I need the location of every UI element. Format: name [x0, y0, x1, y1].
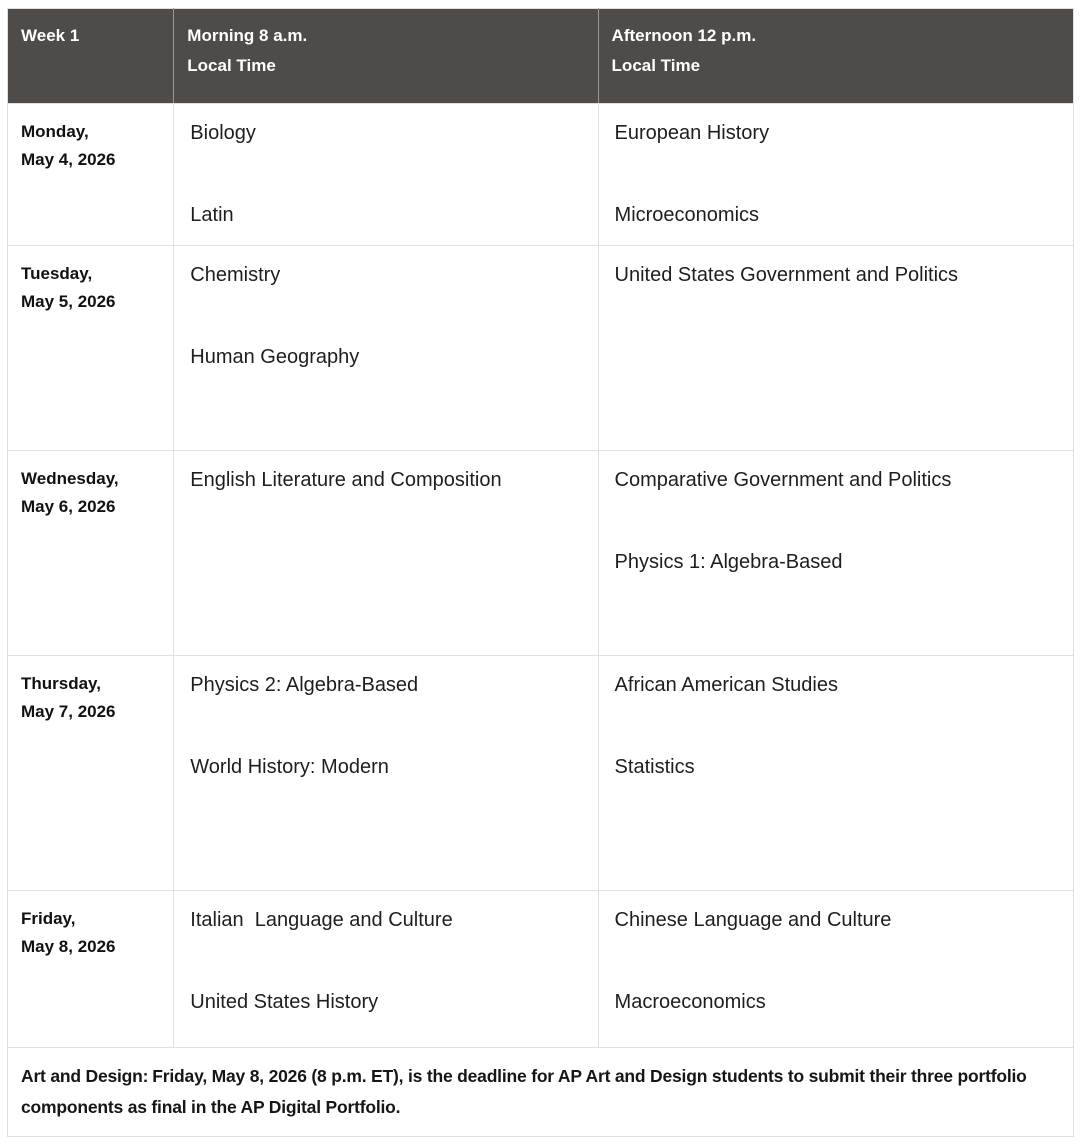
exam-schedule-table [7, 8, 1074, 1137]
morning-header-line1: Morning 8 a.m. [187, 26, 308, 45]
afternoon-cell [598, 656, 1073, 891]
note-text: Friday, May 8, 2026 (8 p.m. ET), is the deadline for AP Art and Design students to submit their three portfolio components as final in the AP Digital Portfolio. [21, 1066, 1027, 1117]
day-label: Wednesday, [21, 469, 119, 488]
course-name: Comparative Government and Politics [614, 469, 952, 491]
date-label: May 6, 2026 [21, 497, 116, 516]
art-design-note [8, 1048, 1074, 1137]
day-label: Friday, [21, 909, 76, 928]
morning-header-line2: Local Time [187, 56, 276, 75]
course-name: Human Geography [190, 346, 360, 368]
morning-cell [174, 246, 598, 451]
day-label: Monday, [21, 122, 89, 141]
header-cell-week [8, 9, 174, 104]
day-label: Tuesday, [21, 264, 93, 283]
week-label: Week 1 [21, 26, 80, 45]
header-cell-afternoon [598, 9, 1073, 104]
course-name: United States Government and Politics [614, 264, 959, 286]
afternoon-cell [598, 104, 1073, 246]
schedule-row-friday [8, 891, 1074, 1048]
date-cell [8, 246, 174, 451]
afternoon-cell [598, 246, 1073, 451]
schedule-row-tuesday [8, 246, 1074, 451]
note-row [8, 1048, 1074, 1137]
date-cell [8, 451, 174, 656]
date-label: May 4, 2026 [21, 150, 116, 169]
course-name: Macroeconomics [614, 991, 766, 1013]
course-name: English Literature and Composition [190, 469, 502, 491]
morning-cell [174, 891, 598, 1048]
date-label: May 5, 2026 [21, 292, 116, 311]
schedule-row-wednesday [8, 451, 1074, 656]
course-name: Statistics [614, 756, 695, 778]
course-name: Physics 2: Algebra-Based [190, 674, 419, 696]
course-name: Biology [190, 122, 256, 144]
date-cell [8, 891, 174, 1048]
course-name: Chemistry [190, 264, 281, 286]
afternoon-header-line2: Local Time [611, 56, 701, 75]
date-label: May 7, 2026 [21, 702, 116, 721]
date-cell [8, 104, 174, 246]
afternoon-header-line1: Afternoon 12 p.m. [611, 26, 757, 45]
schedule-row-thursday [8, 656, 1074, 891]
course-name: Microeconomics [614, 204, 760, 226]
morning-cell [174, 104, 598, 246]
course-name: Latin [190, 204, 234, 226]
morning-cell [174, 451, 598, 656]
note-label: Art and Design: [21, 1066, 149, 1086]
course-name: Italian Language and Culture [190, 909, 453, 931]
header-cell-morning [174, 9, 598, 104]
afternoon-cell [598, 891, 1073, 1048]
date-label: May 8, 2026 [21, 937, 116, 956]
date-cell [8, 656, 174, 891]
header-row [8, 9, 1074, 104]
course-name: Physics 1: Algebra-Based [614, 551, 843, 573]
afternoon-cell [598, 451, 1073, 656]
course-name: United States History [190, 991, 379, 1013]
morning-cell [174, 656, 598, 891]
schedule-row-monday [8, 104, 1074, 246]
course-name: African American Studies [614, 674, 838, 696]
course-name: World History: Modern [190, 756, 389, 778]
course-name: Chinese Language and Culture [614, 909, 892, 931]
course-name: European History [614, 122, 770, 144]
day-label: Thursday, [21, 674, 101, 693]
